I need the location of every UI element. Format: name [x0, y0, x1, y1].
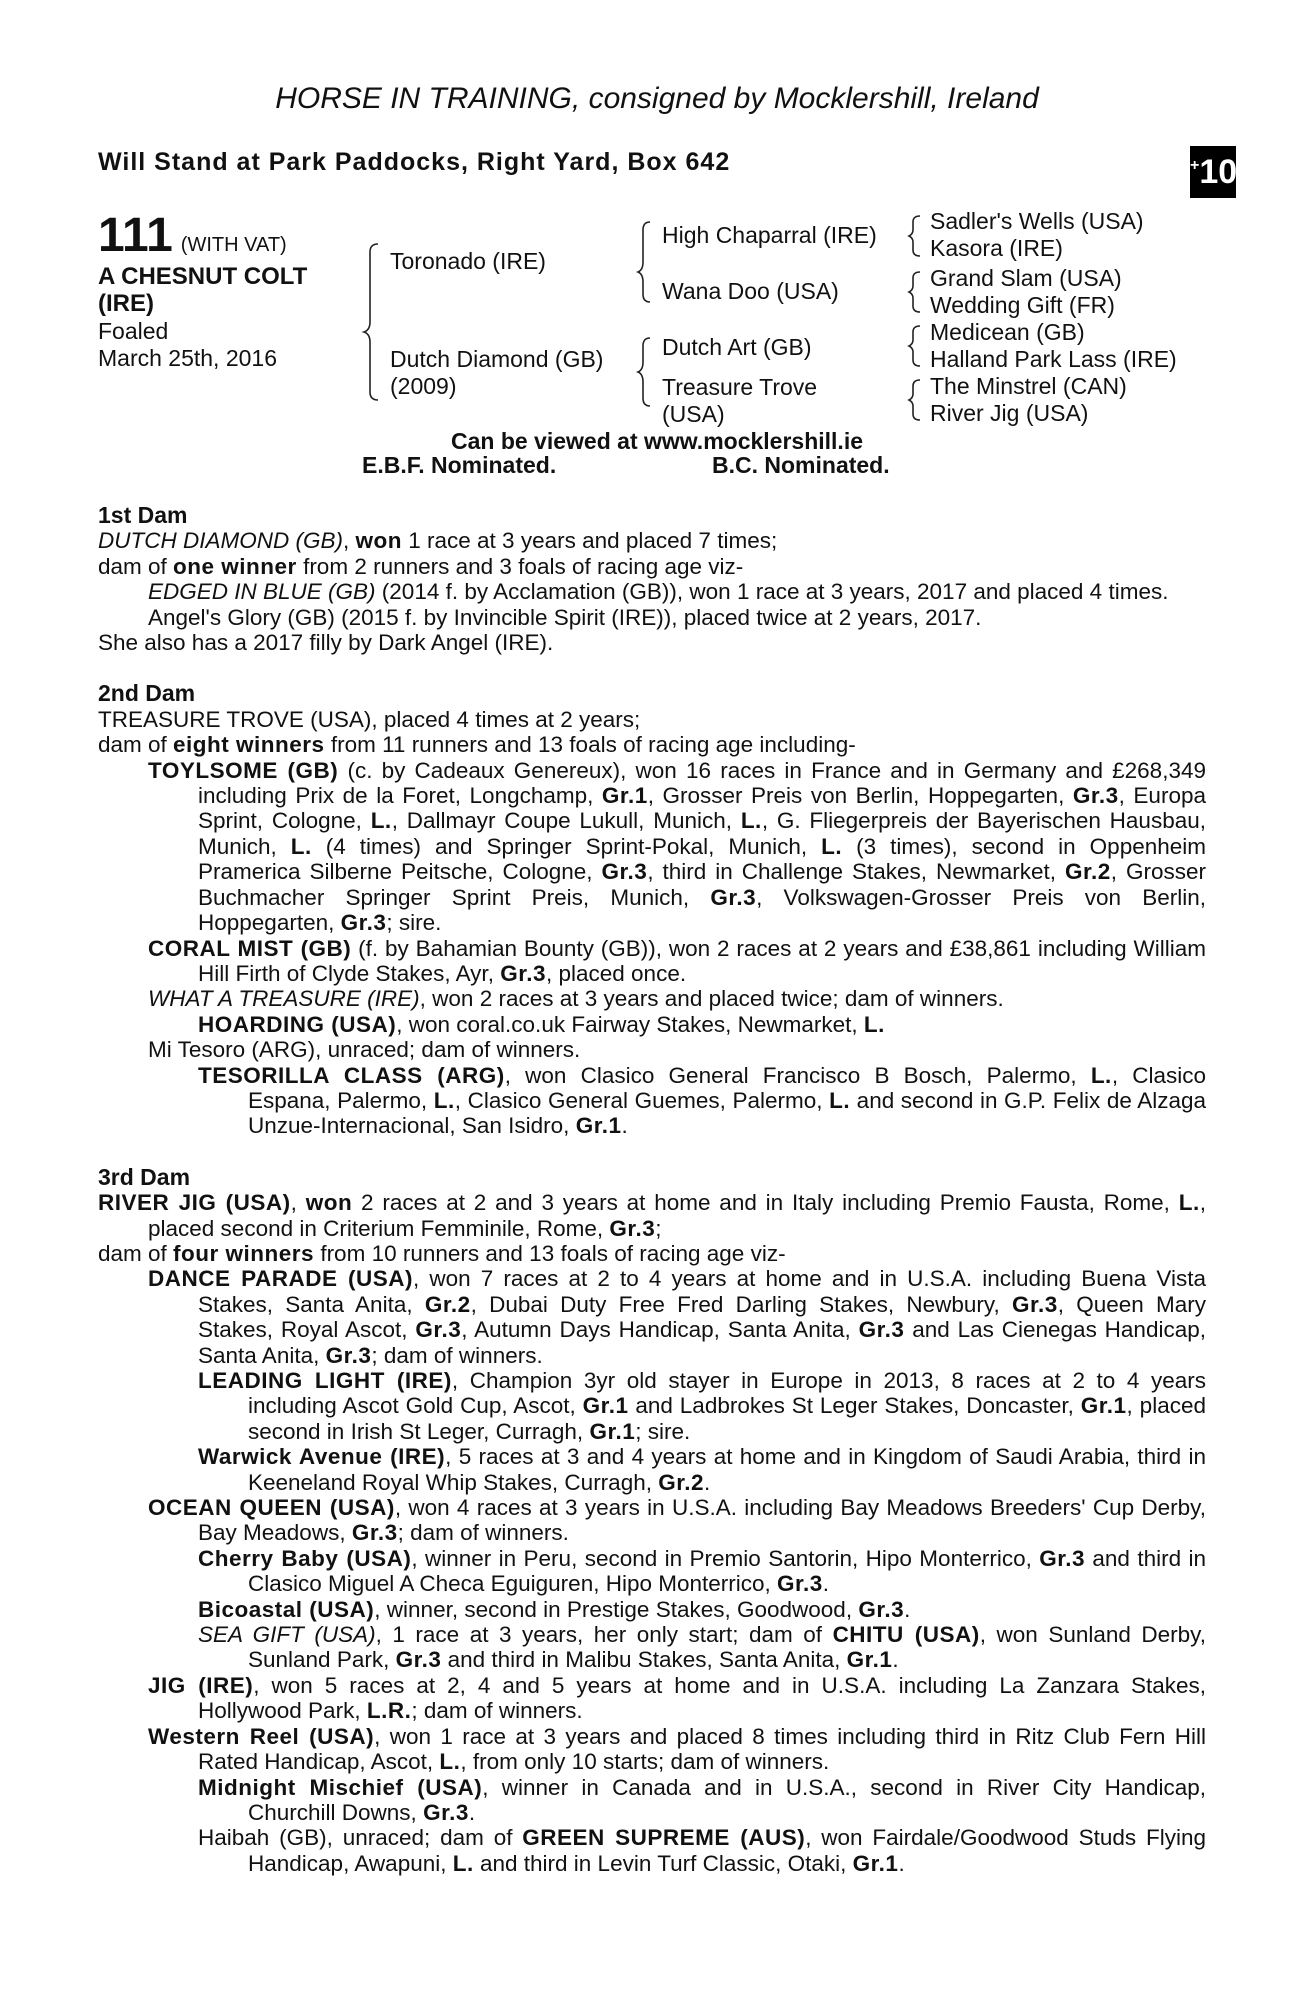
badge-plus-icon: +	[1190, 157, 1200, 174]
foaled-date: March 25th, 2016	[98, 345, 278, 371]
produce-mi-tesoro: Mi Tesoro (ARG), unraced; dam of winners.	[148, 1037, 581, 1063]
brace-g2	[909, 272, 920, 312]
produce-what-a-treasure: WHAT A TREASURE (IRE), won 2 races at 3 years and placed twice; dam of winners.	[148, 986, 1004, 1012]
sire-dam: Wana Doo (USA)	[662, 278, 839, 304]
viewing-link[interactable]: Can be viewed at www.mocklershill.ie	[450, 428, 863, 454]
third-dam-produce-summary: dam of four winners from 10 runners and 13 foals of racing age viz-	[98, 1240, 786, 1266]
dam-name: Dutch Diamond (GB)	[390, 346, 604, 372]
brace-main	[364, 244, 378, 400]
brace-g3	[909, 326, 920, 366]
granddam-2: Wedding Gift (FR)	[930, 292, 1115, 318]
produce-leading-light: LEADING LIGHT (IRE), Champion 3yr old stayer in Europe in 2013, 8 races at 2 to 4 years including Ascot Gold Cup, Ascot, Gr.1 and Ladbrokes St Leger Stakes, Doncaster, Gr.1, placed second in Irish St Leger, Curragh, Gr.1; sire.	[198, 1368, 1207, 1444]
first-dam-produce-summary: dam of one winner from 2 runners and 3 foals of racing age viz-	[98, 553, 744, 579]
produce-warwick-avenue: Warwick Avenue (IRE), 5 races at 3 and 4 years at home and in Kingdom of Saudi Arabia, third in Keeneland Royal Whip Stakes, Curragh, Gr.2.	[198, 1444, 1206, 1495]
brace-sire	[638, 222, 650, 302]
granddam-3: Halland Park Lass (IRE)	[930, 346, 1177, 372]
produce-jig: JIG (IRE), won 5 races at 2, 4 and 5 years at home and in U.S.A. including La Zanzara Stakes, Hollywood Park, L.R.; dam of winners.	[148, 1672, 1206, 1724]
produce-toylsome: TOYLSOME (GB) (c. by Cadeaux Genereux), won 16 races in France and in Germany and £268,349 including Prix de la Foret, Longchamp, Gr.1, Grosser Preis von Berlin, Hoppegarten, Gr.3, Europa Sprint, Cologne, L., Dallmayr Coupe Lukull, Munich, L., G. Fliegerpreis der Bayerischen Hausbau, Munich, L. (4 times) and Springer Sprint-Pokal, Munich, L. (3 times), second in Oppenheim Pramerica Silberne Peitsche, Cologne, Gr.3, third in Challenge Stakes, Newmarket, Gr.2, Grosser Buchmacher Springer Sprint Preis, Munich, Gr.3, Volkswagen-Grosser Preis von Berlin, Hoppegarten, Gr.3; sire.	[148, 757, 1207, 936]
grandsire-1: Sadler's Wells (USA)	[930, 208, 1144, 234]
grandsire-3: Medicean (GB)	[930, 319, 1085, 345]
page-title: HORSE IN TRAINING, consigned by Mocklershill, Ireland	[275, 82, 1039, 115]
dam-dam-line1: Treasure Trove	[662, 374, 818, 400]
second-dam-heading: 2nd Dam	[98, 680, 196, 707]
brace-g1	[909, 216, 920, 256]
second-dam-record: TREASURE TROVE (USA), placed 4 times at 2 years;	[98, 706, 641, 732]
granddam-4: River Jig (USA)	[930, 400, 1089, 426]
produce-midnight-mischief: Midnight Mischief (USA), winner in Canada and in U.S.A., second in River City Handicap, Churchill Downs, Gr.3.	[198, 1774, 1206, 1825]
dam-dam-line2: (USA)	[662, 401, 725, 427]
sire-sire: High Chaparral (IRE)	[662, 222, 877, 248]
grandsire-2: Grand Slam (USA)	[930, 265, 1122, 291]
produce-dance-parade: DANCE PARADE (USA), won 7 races at 2 to 4 years at home and in U.S.A. including Buena Vista Stakes, Santa Anita, Gr.2, Dubai Duty Free Fred Darling Stakes, Newbury, Gr.3, Queen Mary Stakes, Royal Ascot, Gr.3, Autumn Days Handicap, Santa Anita, Gr.3 and Las Cienegas Handicap, Santa Anita, Gr.3; dam of winners.	[148, 1266, 1206, 1368]
stand-location: Will Stand at Park Paddocks, Right Yard, Box 642	[98, 148, 731, 176]
third-dam-heading: 3rd Dam	[98, 1163, 191, 1190]
foaled-label: Foaled	[98, 318, 169, 344]
lot-number: 111	[98, 209, 173, 262]
first-dam-record: DUTCH DIAMOND (GB), won 1 race at 3 years and placed 7 times;	[98, 528, 778, 554]
second-dam-produce-summary: dam of eight winners from 11 runners and 13 foals of racing age including-	[98, 732, 856, 758]
dam-year: (2009)	[390, 373, 457, 399]
produce-coral-mist: CORAL MIST (GB) (f. by Bahamian Bounty (GB)), won 2 races at 2 years and £38,861 including William Hill Firth of Clyde Stakes, Ayr, Gr.3, placed once.	[148, 935, 1206, 986]
produce-cherry-baby: Cherry Baby (USA), winner in Peru, second in Premio Santorin, Hipo Monterrico, Gr.3 and third in Clasico Miguel A Checa Eguiguren, Hipo Monterrico, Gr.3.	[198, 1545, 1207, 1597]
ebf-nominated: E.B.F. Nominated.	[362, 452, 557, 478]
brace-dam	[638, 338, 650, 406]
horse-description: A CHESNUT COLT (IRE)	[98, 263, 308, 317]
produce-tesorilla-class: TESORILLA CLASS (ARG), won Clasico General Francisco B Bosch, Palermo, L., Clasico Espana, Palermo, L., Clasico General Guemes, Palermo, L. and second in G.P. Felix de Alzaga Unzue-Internacional, San Isidro, Gr.1.	[198, 1062, 1207, 1139]
sire-name: Toronado (IRE)	[390, 248, 546, 274]
badge-number: 10	[1199, 153, 1238, 191]
produce-angels-glory: Angel's Glory (GB) (2015 f. by Invincible Spirit (IRE)), placed twice at 2 years, 2017.	[148, 604, 982, 630]
produce-2017-filly: She also has a 2017 filly by Dark Angel (IRE).	[98, 630, 554, 656]
brace-g4	[909, 380, 920, 420]
produce-edged-in-blue: EDGED IN BLUE (GB) (2014 f. by Acclamation (GB)), won 1 race at 3 years, 2017 and placed 4 times.	[148, 579, 1169, 605]
vat-label: (WITH VAT)	[180, 234, 287, 256]
bc-nominated: B.C. Nominated.	[712, 452, 890, 478]
produce-hoarding: HOARDING (USA), won coral.co.uk Fairway Stakes, Newmarket, L.	[198, 1011, 885, 1037]
produce-western-reel: Western Reel (USA), won 1 race at 3 years and placed 8 times including third in Ritz Club Fern Hill Rated Handicap, Ascot, L., from only 10 starts; dam of winners.	[148, 1723, 1206, 1775]
produce-sea-gift: SEA GIFT (USA), 1 race at 3 years, her only start; dam of CHITU (USA), won Sunland Derby, Sunland Park, Gr.3 and third in Malibu Stakes, Santa Anita, Gr.1.	[198, 1622, 1206, 1673]
dam-sire: Dutch Art (GB)	[662, 334, 812, 360]
granddam-1: Kasora (IRE)	[930, 235, 1063, 261]
produce-haibah: Haibah (GB), unraced; dam of GREEN SUPREME (AUS), won Fairdale/Goodwood Studs Flying Handicap, Awapuni, L. and third in Levin Turf Classic, Otaki, Gr.1.	[198, 1825, 1206, 1876]
third-dam-record: RIVER JIG (USA), won 2 races at 2 and 3 years at home and in Italy including Premio Fausta, Rome, L., placed second in Criterium Femminile, Rome, Gr.3;	[98, 1190, 1206, 1241]
first-dam-heading: 1st Dam	[98, 502, 188, 528]
grandsire-4: The Minstrel (CAN)	[930, 373, 1127, 399]
produce-ocean-queen: OCEAN QUEEN (USA), won 4 races at 3 years in U.S.A. including Bay Meadows Breeders' Cup Derby, Bay Meadows, Gr.3; dam of winners.	[148, 1495, 1206, 1546]
produce-bicoastal: Bicoastal (USA), winner, second in Prestige Stakes, Goodwood, Gr.3.	[198, 1596, 911, 1622]
catalogue-body	[98, 503, 1206, 1876]
